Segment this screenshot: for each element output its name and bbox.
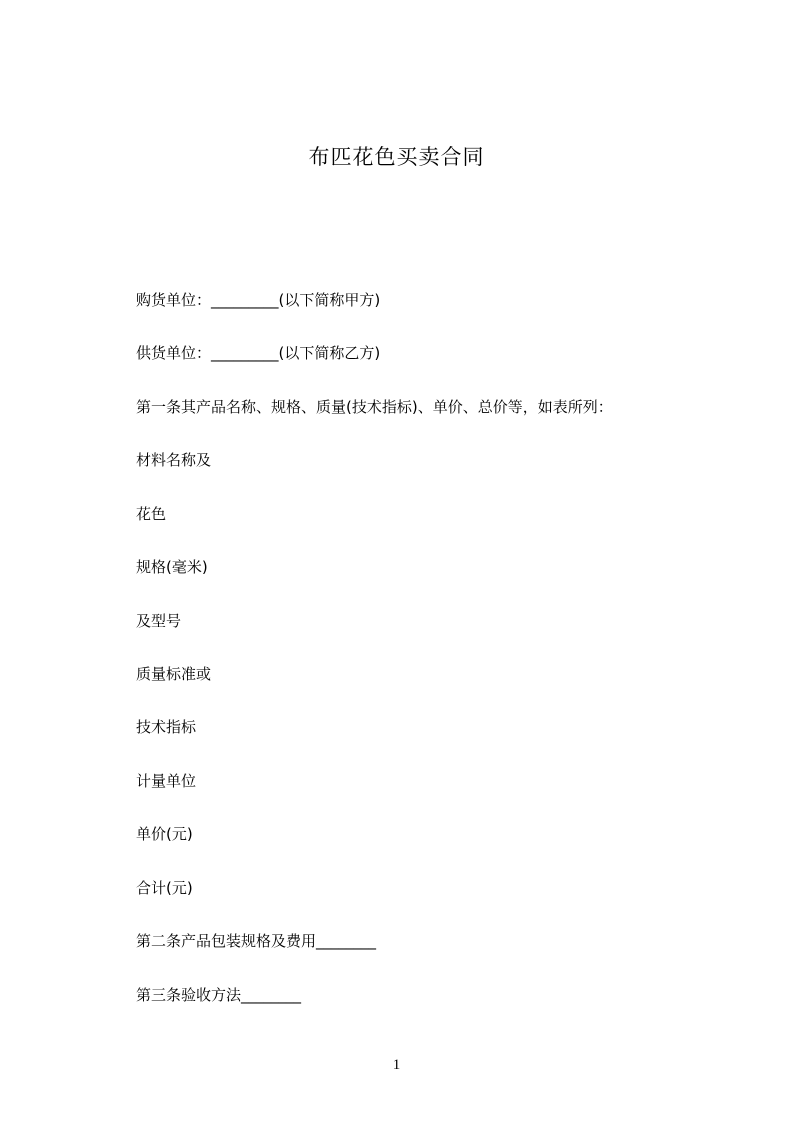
table-field-model: 及型号 xyxy=(136,612,182,630)
table-field-technical-index: 技术指标 xyxy=(136,718,197,736)
article-one: 第一条其产品名称、规格、质量(技术指标)、单价、总价等，如表所列： xyxy=(136,398,613,416)
document-title: 布匹花色买卖合同 xyxy=(308,145,485,169)
table-field-quality-standard: 质量标准或 xyxy=(136,665,212,683)
table-field-unit: 计量单位 xyxy=(136,772,197,790)
page-number: 1 xyxy=(392,1057,401,1073)
table-field-total: 合计(元) xyxy=(136,879,193,897)
table-field-unit-price: 单价(元) xyxy=(136,825,193,843)
buyer-line: 购货单位：_________(以下简称甲方) xyxy=(136,291,381,309)
table-field-material-name: 材料名称及 xyxy=(136,451,212,469)
supplier-line: 供货单位：_________(以下简称乙方) xyxy=(136,344,381,362)
table-field-spec: 规格(毫米) xyxy=(136,558,208,576)
article-two: 第二条产品包装规格及费用________ xyxy=(136,932,377,950)
table-field-color: 花色 xyxy=(136,505,167,523)
article-three: 第三条验收方法________ xyxy=(136,986,302,1004)
